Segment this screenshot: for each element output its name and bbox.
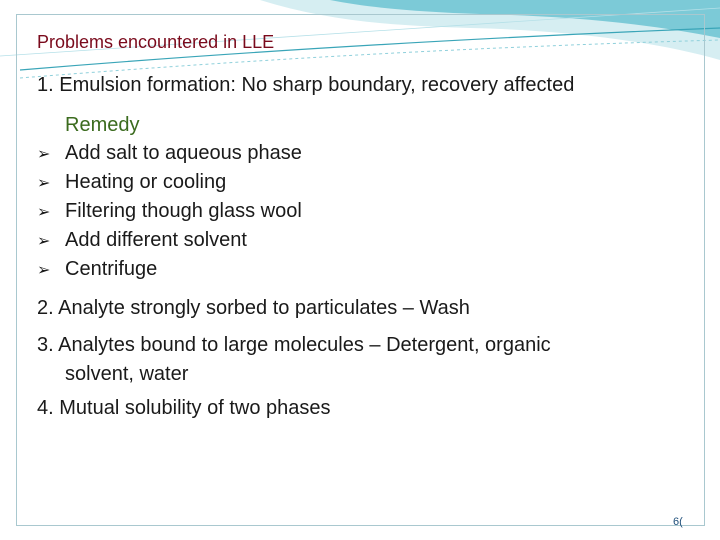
- remedy-item: [37, 200, 302, 223]
- arrow-bullet-icon: ➢: [37, 233, 51, 250]
- slide-title: Problems encountered in LLE: [37, 32, 275, 52]
- remedy-item-label: Centrifuge: [65, 258, 158, 280]
- point-3-line-1: 3. Analytes bound to large molecules – Detergent, organic: [37, 334, 551, 356]
- arrow-bullet-icon: ➢: [37, 204, 51, 221]
- remedy-item: [37, 258, 157, 281]
- page-number: 6(: [673, 516, 683, 528]
- arrow-bullet-icon: ➢: [37, 146, 51, 163]
- remedy-item: [37, 229, 247, 252]
- remedy-item-label: Add different solvent: [65, 229, 247, 251]
- arrow-bullet-icon: ➢: [37, 175, 51, 192]
- point-1: 1. Emulsion formation: No sharp boundary, recovery affected: [37, 74, 575, 96]
- point-4: 4. Mutual solubility of two phases: [37, 397, 331, 419]
- remedy-item-label: Heating or cooling: [65, 171, 227, 193]
- remedy-item: [37, 142, 302, 165]
- remedy-heading: Remedy: [65, 114, 140, 136]
- remedy-item-label: Add salt to aqueous phase: [65, 142, 302, 164]
- point-3-line-2: solvent, water: [65, 363, 189, 385]
- arrow-bullet-icon: ➢: [37, 262, 51, 279]
- point-2: 2. Analyte strongly sorbed to particulates – Wash: [37, 297, 470, 319]
- remedy-item-label: Filtering though glass wool: [65, 200, 302, 222]
- remedy-item: [37, 171, 226, 194]
